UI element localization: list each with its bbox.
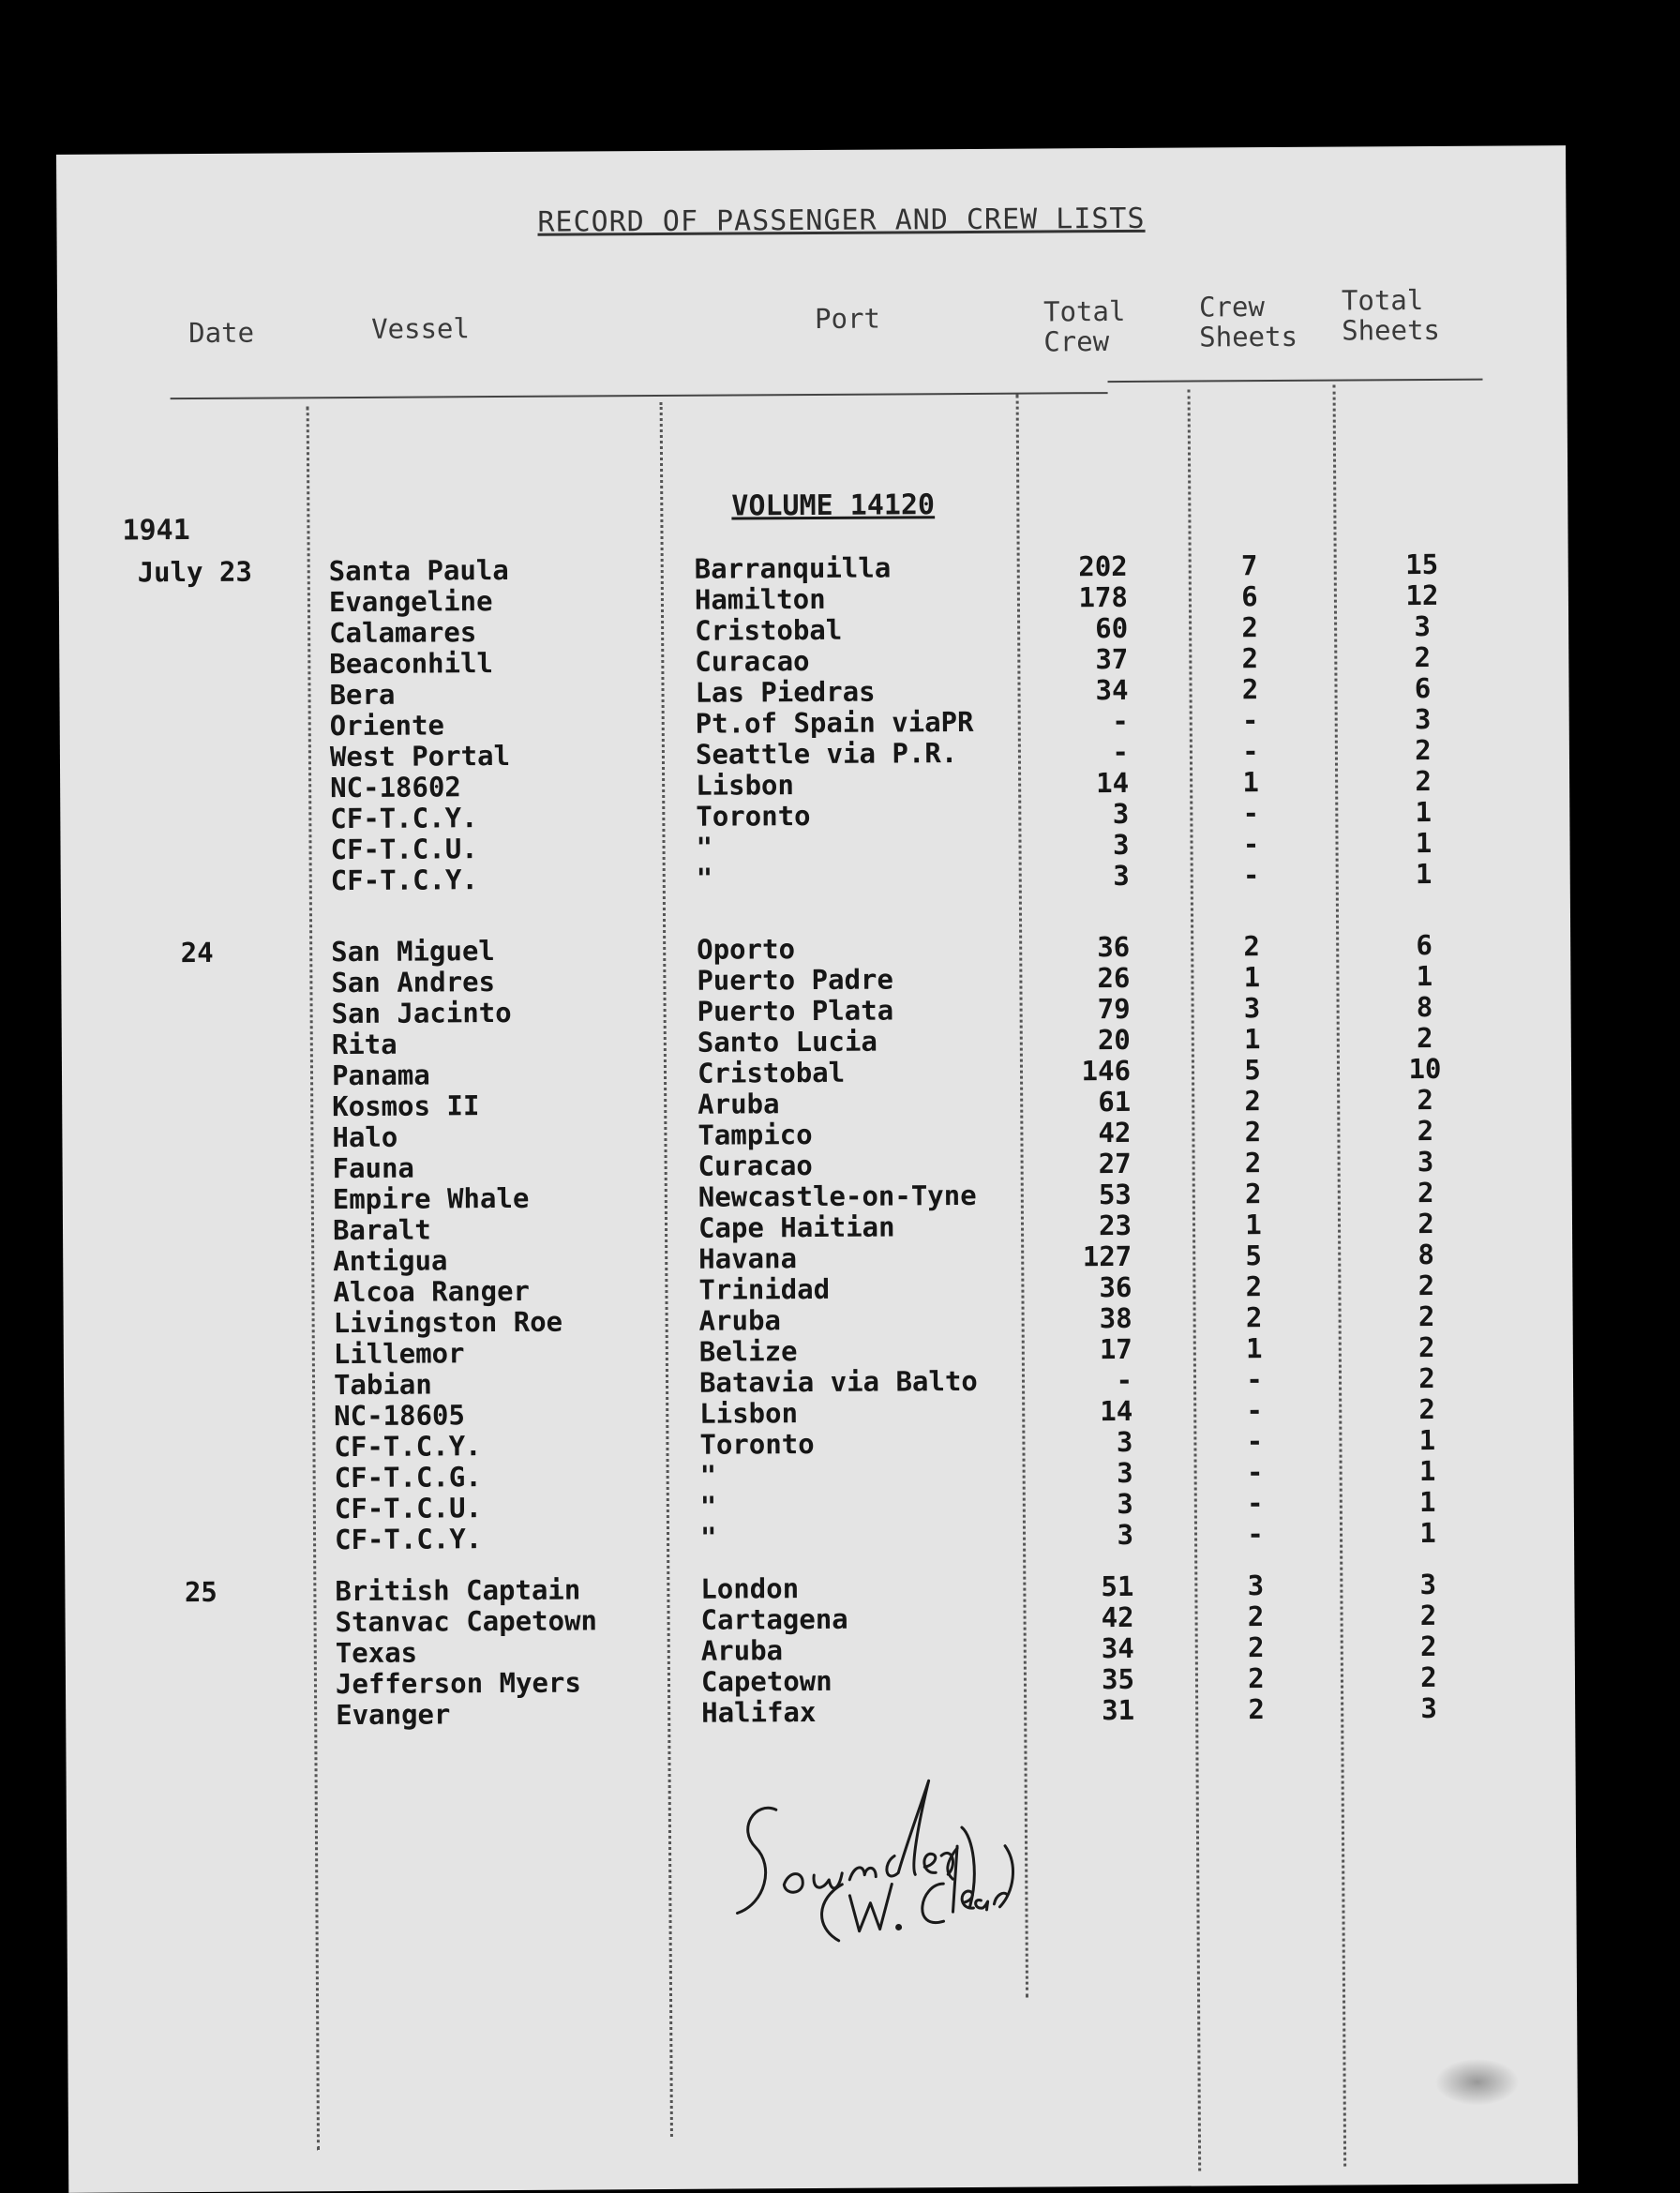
- document-page: [56, 145, 1578, 2193]
- row-port: Cristobal: [697, 1056, 846, 1089]
- row-crew-sheets: -: [1246, 1456, 1264, 1489]
- row-port: Havana: [698, 1242, 798, 1275]
- row-port: ": [696, 862, 713, 894]
- row-vessel: Santa Paula: [328, 553, 509, 588]
- row-total-crew: 38: [1099, 1301, 1132, 1335]
- row-port: Lisbon: [699, 1397, 799, 1430]
- row-port: Las Piedras: [695, 675, 876, 709]
- row-vessel: Evangeline: [328, 585, 493, 619]
- row-total-crew: 3: [1112, 828, 1130, 862]
- row-port: Batavia via Balto: [698, 1364, 978, 1399]
- row-date: [125, 619, 265, 620]
- row-vessel: CF-T.C.Y.: [330, 802, 478, 835]
- row-crew-sheets: 2: [1244, 1147, 1262, 1179]
- row-vessel: Antigua: [333, 1244, 448, 1278]
- row-total-crew: -: [1112, 735, 1130, 769]
- row-vessel: Texas: [335, 1636, 418, 1670]
- row-total-crew: 146: [1081, 1054, 1132, 1088]
- row-vessel: CF-T.C.U.: [334, 1492, 483, 1525]
- row-total-sheets: 1: [1418, 1423, 1436, 1457]
- row-port: Curacao: [698, 1149, 813, 1182]
- row-total-crew: 34: [1101, 1631, 1134, 1665]
- row-port: Aruba: [698, 1304, 782, 1337]
- row-port: Hamilton: [694, 582, 826, 616]
- row-vessel: Beaconhill: [329, 647, 494, 681]
- row-total-crew: 34: [1095, 673, 1129, 707]
- row-crew-sheets: 2: [1241, 611, 1258, 644]
- row-date: [126, 835, 266, 836]
- row-vessel: Baralt: [332, 1213, 431, 1247]
- row-total-sheets: 8: [1418, 1238, 1435, 1271]
- row-crew-sheets: 2: [1247, 1631, 1265, 1664]
- row-port: Aruba: [700, 1634, 784, 1667]
- row-crew-sheets: 5: [1244, 1054, 1261, 1087]
- row-vessel: British Captain: [335, 1573, 581, 1608]
- row-total-sheets: 15: [1405, 548, 1439, 581]
- row-port: ": [699, 1521, 717, 1554]
- row-total-sheets: 2: [1414, 640, 1432, 674]
- row-crew-sheets: 2: [1243, 930, 1261, 963]
- row-vessel: NC-18605: [334, 1399, 466, 1433]
- row-total-crew: 61: [1098, 1085, 1132, 1119]
- row-crew-sheets: -: [1242, 859, 1260, 892]
- row-date: [125, 588, 265, 589]
- row-date: [131, 1670, 272, 1671]
- row-date: [129, 1433, 270, 1434]
- row-total-sheets: 3: [1420, 1691, 1438, 1725]
- row-total-sheets: 2: [1418, 1330, 1435, 1364]
- header-rule-right: [1108, 379, 1483, 383]
- row-total-crew: 20: [1097, 1023, 1131, 1057]
- row-port: Oporto: [697, 933, 796, 966]
- row-port: Barranquilla: [694, 551, 892, 585]
- row-date: [126, 712, 266, 713]
- row-total-crew: 79: [1097, 992, 1131, 1026]
- row-crew-sheets: 3: [1247, 1570, 1265, 1602]
- row-port: Cape Haitian: [698, 1210, 895, 1244]
- row-total-crew: 26: [1097, 961, 1131, 995]
- row-date: [130, 1525, 271, 1526]
- row-date: [125, 681, 265, 682]
- row-vessel: Kosmos II: [332, 1089, 480, 1123]
- row-total-sheets: 2: [1418, 1392, 1436, 1426]
- row-port: Capetown: [700, 1664, 832, 1698]
- row-vessel: Lillemor: [333, 1337, 465, 1371]
- row-crew-sheets: -: [1246, 1487, 1264, 1520]
- row-date: [128, 1185, 269, 1186]
- row-date: 24: [180, 936, 214, 969]
- row-total-crew: 35: [1101, 1662, 1135, 1696]
- row-total-sheets: 12: [1405, 578, 1439, 612]
- row-port: Lisbon: [696, 769, 795, 802]
- row-port: Aruba: [698, 1088, 780, 1120]
- row-port: Toronto: [696, 800, 811, 833]
- row-total-sheets: 1: [1415, 857, 1432, 891]
- row-date: [130, 1464, 271, 1465]
- row-total-sheets: 10: [1408, 1052, 1442, 1086]
- row-total-sheets: 2: [1417, 1083, 1434, 1117]
- row-vessel: Rita: [331, 1028, 398, 1061]
- header-vessel: Vessel: [371, 312, 471, 345]
- row-vessel: Alcoa Ranger: [333, 1274, 531, 1309]
- row-total-sheets: 3: [1414, 702, 1432, 736]
- row-crew-sheets: 3: [1243, 992, 1261, 1025]
- row-total-sheets: 2: [1418, 1269, 1435, 1302]
- row-crew-sheets: 2: [1244, 1116, 1262, 1149]
- row-date: [130, 1608, 271, 1609]
- row-crew-sheets: 6: [1241, 580, 1258, 613]
- row-vessel: Evanger: [336, 1698, 451, 1732]
- row-vessel: NC-18602: [330, 771, 461, 804]
- row-vessel: Bera: [329, 678, 396, 712]
- row-total-crew: 42: [1098, 1116, 1132, 1149]
- row-date: [128, 1154, 269, 1155]
- row-crew-sheets: 2: [1244, 1178, 1262, 1210]
- row-total-sheets: 2: [1417, 1114, 1434, 1148]
- ink-stain: [1434, 2058, 1519, 2106]
- row-vessel: Empire Whale: [332, 1181, 530, 1216]
- row-total-sheets: 2: [1419, 1599, 1437, 1632]
- row-date: [128, 1123, 268, 1124]
- row-total-sheets: 1: [1415, 795, 1432, 829]
- row-vessel: CF-T.C.Y.: [334, 1430, 482, 1464]
- row-total-crew: 178: [1078, 580, 1129, 614]
- row-vessel: Tabian: [333, 1368, 432, 1402]
- row-port: Halifax: [701, 1695, 817, 1729]
- row-port: Cartagena: [700, 1602, 848, 1636]
- row-total-sheets: 2: [1418, 1207, 1434, 1240]
- row-date: July 23: [137, 555, 252, 589]
- row-total-crew: -: [1112, 704, 1129, 738]
- row-total-crew: 53: [1098, 1178, 1132, 1211]
- row-total-sheets: 1: [1416, 959, 1433, 993]
- row-total-sheets: 6: [1416, 928, 1433, 962]
- row-date: 25: [184, 1575, 218, 1609]
- row-total-crew: 127: [1082, 1239, 1132, 1273]
- row-total-crew: 3: [1112, 797, 1130, 831]
- row-crew-sheets: -: [1246, 1425, 1264, 1458]
- row-crew-sheets: 2: [1248, 1693, 1266, 1726]
- row-port: Pt.of Spain viaPR: [695, 705, 974, 740]
- row-port: Tampico: [698, 1119, 813, 1151]
- row-port: Belize: [698, 1335, 798, 1368]
- row-crew-sheets: 2: [1241, 642, 1259, 675]
- row-vessel: CF-T.C.G.: [334, 1461, 482, 1495]
- row-total-crew: 51: [1101, 1570, 1134, 1603]
- row-crew-sheets: -: [1242, 828, 1260, 861]
- row-total-sheets: 1: [1418, 1485, 1436, 1519]
- row-crew-sheets: -: [1247, 1518, 1264, 1551]
- row-port: London: [700, 1572, 800, 1605]
- row-crew-sheets: 2: [1244, 1085, 1262, 1118]
- row-total-crew: 202: [1078, 549, 1128, 583]
- row-port: Seattle via P.R.: [695, 737, 958, 771]
- row-date: [125, 650, 265, 651]
- row-date: [128, 1061, 268, 1062]
- row-vessel: CF-T.C.Y.: [334, 1523, 483, 1556]
- row-total-crew: 3: [1117, 1518, 1134, 1552]
- row-vessel: Halo: [332, 1120, 398, 1154]
- row-crew-sheets: 7: [1240, 549, 1258, 582]
- header-port: Port: [814, 302, 881, 335]
- row-port: ": [699, 1490, 717, 1523]
- row-date: [128, 1278, 269, 1279]
- row-date: [131, 1639, 272, 1640]
- row-total-crew: 31: [1102, 1693, 1135, 1727]
- row-total-crew: 17: [1099, 1332, 1132, 1366]
- row-date: [131, 1701, 272, 1702]
- row-total-crew: 36: [1097, 930, 1131, 964]
- year-label: 1941: [122, 514, 190, 548]
- row-total-sheets: 2: [1418, 1361, 1435, 1395]
- row-total-crew: 3: [1116, 1425, 1133, 1459]
- row-total-crew: 60: [1095, 611, 1129, 645]
- row-crew-sheets: 1: [1242, 766, 1259, 799]
- row-total-crew: 27: [1098, 1147, 1132, 1180]
- row-date: [129, 1371, 270, 1372]
- header-date: Date: [188, 316, 255, 350]
- header-total-sheets: Total Sheets: [1341, 284, 1441, 347]
- row-total-sheets: 2: [1417, 1176, 1434, 1209]
- row-crew-sheets: -: [1242, 797, 1260, 830]
- row-total-sheets: 6: [1414, 671, 1432, 705]
- row-total-sheets: 2: [1418, 1299, 1435, 1333]
- row-crew-sheets: -: [1246, 1363, 1263, 1396]
- row-crew-sheets: 1: [1243, 961, 1261, 994]
- row-total-sheets: 3: [1419, 1568, 1437, 1601]
- row-date: [128, 1092, 268, 1093]
- row-port: Trinidad: [698, 1272, 831, 1306]
- row-date: [128, 1247, 269, 1248]
- row-total-sheets: 2: [1415, 764, 1432, 798]
- row-date: [129, 1309, 270, 1310]
- row-port: Puerto Plata: [697, 994, 894, 1028]
- row-date: [128, 1216, 269, 1217]
- volume-label: VOLUME 14120: [731, 488, 936, 523]
- row-total-sheets: 2: [1415, 733, 1432, 767]
- row-total-sheets: 1: [1419, 1516, 1436, 1550]
- row-total-crew: 42: [1101, 1600, 1134, 1634]
- row-port: ": [699, 1459, 717, 1492]
- row-date: [126, 743, 266, 744]
- row-date: [128, 999, 268, 1000]
- row-total-sheets: 3: [1414, 609, 1431, 643]
- row-crew-sheets: 1: [1245, 1209, 1262, 1241]
- row-port: Newcastle-on-Tyne: [698, 1179, 977, 1213]
- row-total-sheets: 1: [1418, 1454, 1436, 1488]
- row-vessel: CF-T.C.U.: [330, 833, 478, 866]
- row-port: Santo Lucia: [697, 1025, 878, 1059]
- row-vessel: Livingston Roe: [333, 1305, 563, 1340]
- row-total-sheets: 2: [1416, 1021, 1433, 1055]
- row-vessel: Jefferson Myers: [335, 1666, 581, 1701]
- row-port: Curacao: [695, 645, 810, 678]
- row-vessel: San Andres: [331, 966, 496, 999]
- row-date: [128, 1030, 268, 1031]
- row-vessel: San Jacinto: [331, 996, 512, 1030]
- row-vessel: Stanvac Capetown: [335, 1604, 598, 1639]
- row-total-sheets: 3: [1417, 1145, 1434, 1179]
- row-vessel: San Miguel: [331, 935, 495, 969]
- row-total-crew: 23: [1098, 1209, 1132, 1242]
- row-vessel: Panama: [331, 1059, 430, 1092]
- row-total-crew: 3: [1113, 859, 1130, 893]
- row-date: [129, 1402, 270, 1403]
- row-crew-sheets: 2: [1245, 1270, 1263, 1303]
- row-total-crew: 37: [1095, 642, 1129, 676]
- row-crew-sheets: 1: [1245, 1332, 1263, 1365]
- row-total-crew: 14: [1100, 1394, 1133, 1428]
- row-date: [129, 1340, 270, 1341]
- row-total-sheets: 1: [1415, 826, 1432, 860]
- row-port: ": [696, 831, 713, 864]
- header-crew-sheets: Crew Sheets: [1198, 291, 1298, 353]
- row-crew-sheets: 1: [1243, 1023, 1261, 1056]
- row-port: Puerto Padre: [697, 963, 894, 997]
- row-port: Toronto: [699, 1428, 815, 1461]
- row-total-crew: 3: [1117, 1456, 1133, 1490]
- row-crew-sheets: -: [1242, 735, 1259, 768]
- document-title: RECORD OF PASSENGER AND CREW LISTS: [537, 202, 1146, 239]
- row-total-crew: -: [1116, 1363, 1133, 1397]
- row-total-sheets: 2: [1420, 1660, 1437, 1694]
- row-total-crew: 36: [1099, 1270, 1132, 1304]
- row-port: Cristobal: [695, 613, 843, 647]
- header-total-crew: Total Crew: [1042, 294, 1126, 358]
- row-date: [127, 866, 267, 867]
- row-vessel: Fauna: [332, 1151, 415, 1185]
- row-crew-sheets: -: [1241, 704, 1259, 737]
- row-total-sheets: 8: [1416, 990, 1433, 1024]
- row-crew-sheets: -: [1246, 1394, 1264, 1427]
- row-total-sheets: 2: [1419, 1630, 1437, 1663]
- row-vessel: Oriente: [329, 709, 445, 743]
- row-total-crew: 3: [1117, 1487, 1133, 1521]
- row-crew-sheets: 2: [1248, 1662, 1265, 1695]
- row-crew-sheets: 2: [1247, 1600, 1265, 1633]
- row-vessel: West Portal: [329, 739, 511, 774]
- row-crew-sheets: 2: [1245, 1301, 1263, 1334]
- row-date: [126, 804, 266, 805]
- header-rule: [171, 392, 1108, 399]
- row-crew-sheets: 2: [1241, 673, 1259, 706]
- row-total-crew: 14: [1096, 766, 1130, 800]
- row-vessel: Calamares: [329, 616, 477, 650]
- row-vessel: CF-T.C.Y.: [330, 864, 478, 897]
- handwritten-signature: [727, 1743, 1028, 1951]
- row-crew-sheets: 5: [1245, 1239, 1263, 1272]
